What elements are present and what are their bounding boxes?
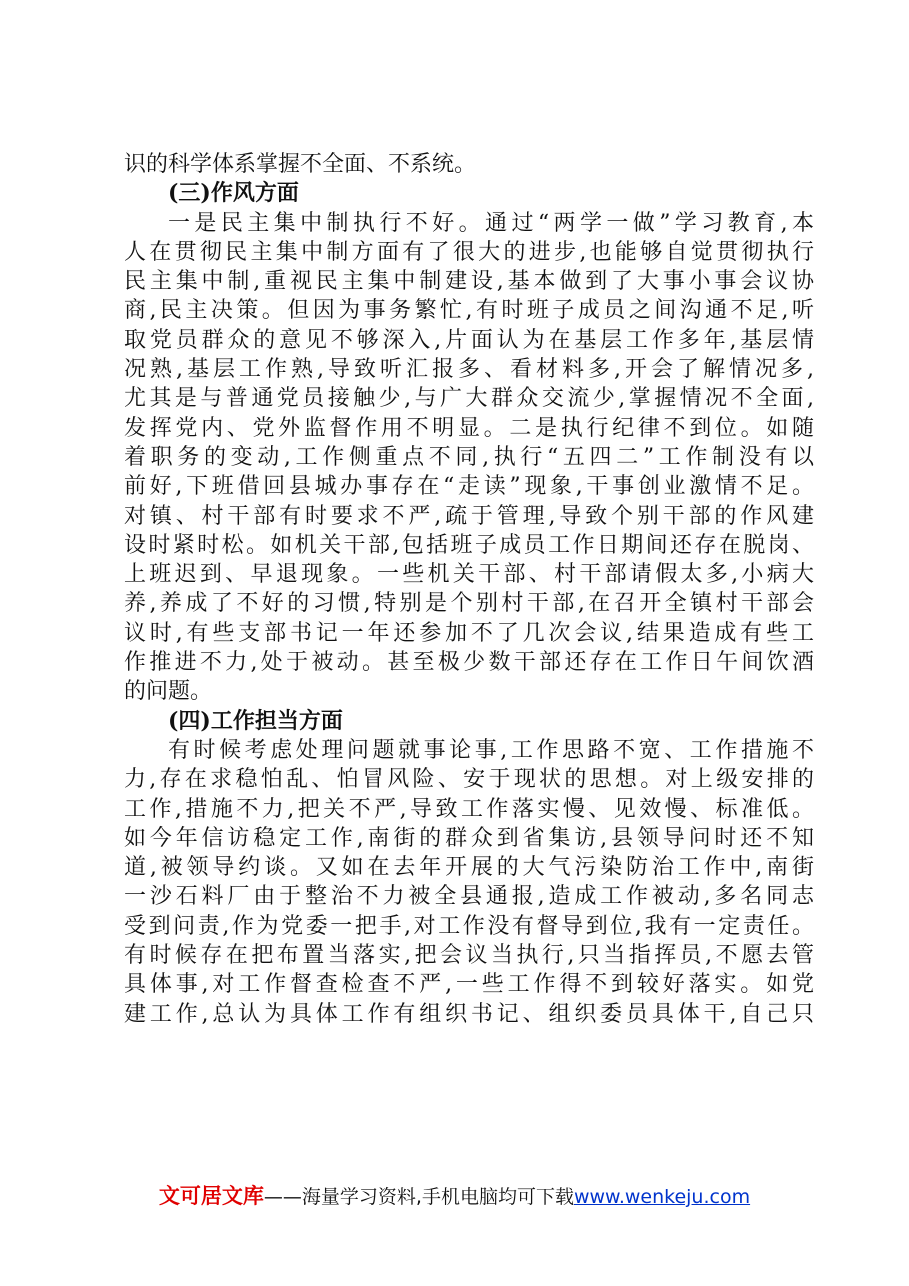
section-heading: (四)工作担当方面 [168, 707, 343, 734]
paragraph-line: 受到问责,作为党委一把手,对工作没有督导到位,我有一定责任。 [124, 913, 814, 939]
paragraph-line: 人在贯彻民主集中制方面有了很大的进步,也能够自觉贯彻执行 [124, 239, 814, 265]
paragraph-line: 着职务的变动,工作侧重点不同,执行“五四二”工作制没有以 [124, 444, 814, 470]
paragraph-line: 识的科学体系掌握不全面、不系统。 [124, 152, 477, 177]
paragraph-line: 道,被领导约谈。又如在去年开展的大气污染防治工作中,南街 [124, 855, 814, 881]
paragraph-line: 发挥党内、党外监督作用不明显。二是执行纪律不到位。如随 [124, 415, 814, 441]
paragraph-line: 作推进不力,处于被动。甚至极少数干部还存在工作日午间饮酒 [124, 650, 814, 676]
paragraph-line: 有时候存在把布置当落实,把会议当执行,只当指挥员,不愿去管 [124, 943, 814, 969]
paragraph-line: 前好,下班借回县城办事存在“走读”现象,干事创业激情不足。 [124, 474, 814, 500]
paragraph-line: 一沙石料厂由于整治不力被全县通报,造成工作被动,多名同志 [124, 884, 814, 910]
paragraph-line: 尤其是与普通党员接触少,与广大群众交流少,掌握情况不全面, [124, 386, 814, 412]
paragraph-line: 一是民主集中制执行不好。通过“两学一做”学习教育,本 [168, 210, 814, 236]
document-body [124, 150, 814, 1029]
paragraph-line: 取党员群众的意见不够深入,片面认为在基层工作多年,基层情 [124, 327, 814, 353]
paragraph-line: 力,存在求稳怕乱、怕冒风险、安于现状的思想。对上级安排的 [124, 767, 814, 793]
paragraph-line: 况熟,基层工作熟,导致听汇报多、看材料多,开会了解情况多, [124, 357, 814, 383]
footer-slogan: ——海量学习资料,手机电脑均可下载 [263, 1186, 574, 1208]
section-heading: (三)作风方面 [168, 180, 299, 207]
footer-url-link[interactable]: www.wenkeju.com [573, 1186, 751, 1208]
paragraph-line: 对镇、村干部有时要求不严,疏于管理,导致个别干部的作风建 [124, 503, 814, 529]
paragraph-line: 民主集中制,重视民主集中制建设,基本做到了大事小事会议协 [124, 269, 814, 295]
paragraph-line: 如今年信访稳定工作,南街的群众到省集访,县领导问时还不知 [124, 825, 814, 851]
paragraph-line: 商,民主决策。但因为事务繁忙,有时班子成员之间沟通不足,听 [124, 298, 814, 324]
paragraph-line: 养,养成了不好的习惯,特别是个别村干部,在召开全镇村干部会 [124, 591, 814, 617]
paragraph-line: 工作,措施不力,把关不严,导致工作落实慢、见效慢、标准低。 [124, 796, 814, 822]
paragraph-line: 有时候考虑处理问题就事论事,工作思路不宽、工作措施不 [168, 737, 814, 763]
paragraph-line: 具体事,对工作督查检查不严,一些工作得不到较好落实。如党 [124, 972, 814, 998]
paragraph-line: 上班迟到、早退现象。一些机关干部、村干部请假太多,小病大 [124, 562, 814, 588]
footer-brand: 文可居文库 [158, 1184, 264, 1208]
paragraph-line: 议时,有些支部书记一年还参加不了几次会议,结果造成有些工 [124, 620, 814, 646]
footer-banner [0, 1180, 909, 1210]
paragraph-line: 的问题。 [124, 679, 213, 705]
paragraph-line: 设时紧时松。如机关干部,包括班子成员工作日期间还存在脱岗、 [124, 532, 814, 558]
paragraph-line: 建工作,总认为具体工作有组织书记、组织委员具体干,自己只 [124, 1001, 814, 1027]
